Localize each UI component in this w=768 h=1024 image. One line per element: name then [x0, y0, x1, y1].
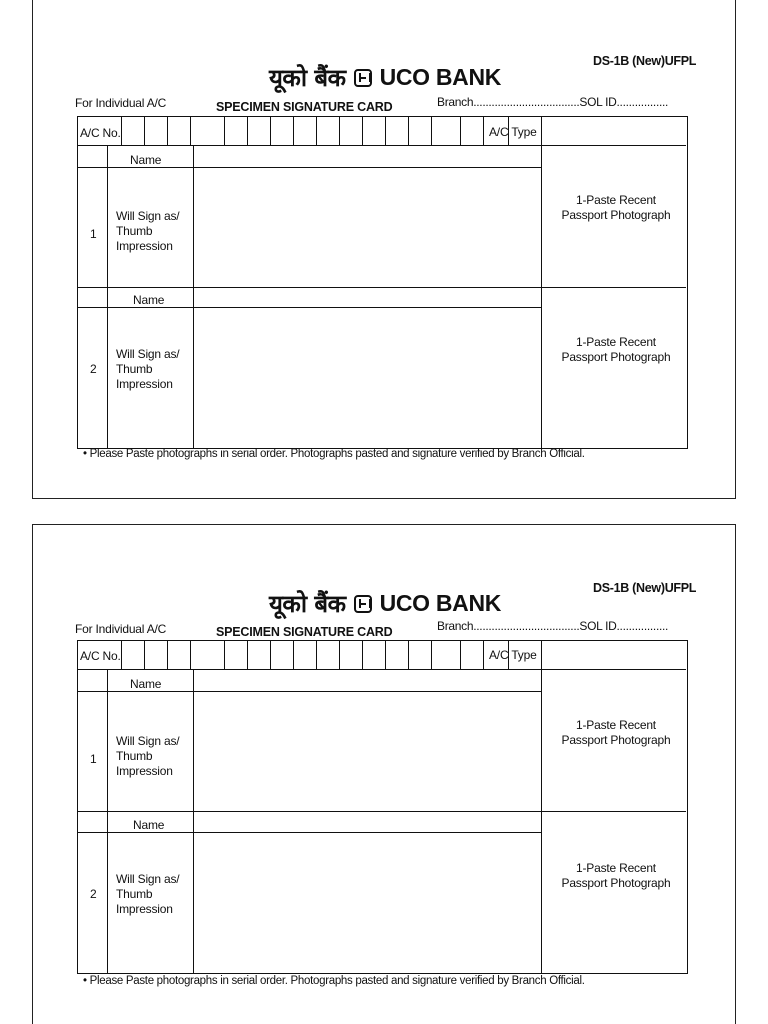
bank-name-english: UCO BANK	[379, 590, 502, 616]
signature-card-1	[32, 0, 736, 499]
bank-title	[269, 587, 501, 620]
branch-sol-line[interactable]: Branch...................................SOL ID.................	[437, 619, 669, 633]
signatory-number-2: 2	[90, 887, 97, 901]
ac-type-label: A/C Type	[489, 648, 537, 662]
ac-no-label: A/C No.	[80, 126, 121, 140]
bank-name-hindi: यूको बैंक	[269, 64, 346, 92]
photo-label-2: 1-Paste Recent Passport Photograph	[561, 861, 671, 890]
account-kind: For Individual A/C	[75, 96, 167, 110]
sign-label-1: Will Sign as/ Thumb Impression	[116, 734, 180, 778]
bank-name-english: UCO BANK	[379, 64, 502, 90]
photo-label-1: 1-Paste Recent Passport Photograph	[561, 193, 671, 222]
signature-card-2	[32, 524, 736, 1024]
form-code: DS-1B (New)UFPL	[593, 581, 697, 595]
form-code: DS-1B (New)UFPL	[593, 54, 697, 68]
sign-label-2: Will Sign as/ Thumb Impression	[116, 872, 180, 916]
sign-label-1: Will Sign as/ Thumb Impression	[116, 209, 180, 253]
card-title: SPECIMEN SIGNATURE CARD	[216, 625, 393, 639]
card-title: SPECIMEN SIGNATURE CARD	[216, 100, 393, 114]
bank-title	[269, 61, 501, 94]
name-label-2: Name	[133, 293, 165, 307]
ac-no-label: A/C No.	[80, 649, 121, 663]
photo-label-2: 1-Paste Recent Passport Photograph	[561, 335, 671, 364]
branch-sol-line[interactable]: Branch...................................SOL ID.................	[437, 95, 669, 109]
uco-logo-icon	[354, 595, 372, 613]
photo-label-1: 1-Paste Recent Passport Photograph	[561, 718, 671, 747]
signatory-number-1: 1	[90, 227, 97, 241]
bank-name-hindi: यूको बैंक	[269, 590, 346, 618]
footer-note: • Please Paste photographs in serial order. Photographs pasted and signature verified by Branch Official.	[83, 975, 585, 987]
sign-label-2: Will Sign as/ Thumb Impression	[116, 347, 180, 391]
signature-table	[77, 640, 688, 974]
account-kind: For Individual A/C	[75, 622, 167, 636]
signatory-number-1: 1	[90, 752, 97, 766]
ac-type-label: A/C Type	[489, 125, 537, 139]
signature-table	[77, 116, 688, 449]
name-label-1: Name	[130, 153, 162, 167]
footer-note: • Please Paste photographs in serial order. Photographs pasted and signature verified by Branch Official.	[83, 448, 585, 460]
signatory-number-2: 2	[90, 362, 97, 376]
name-label-2: Name	[133, 818, 165, 832]
name-label-1: Name	[130, 677, 162, 691]
uco-logo-icon	[354, 69, 372, 87]
